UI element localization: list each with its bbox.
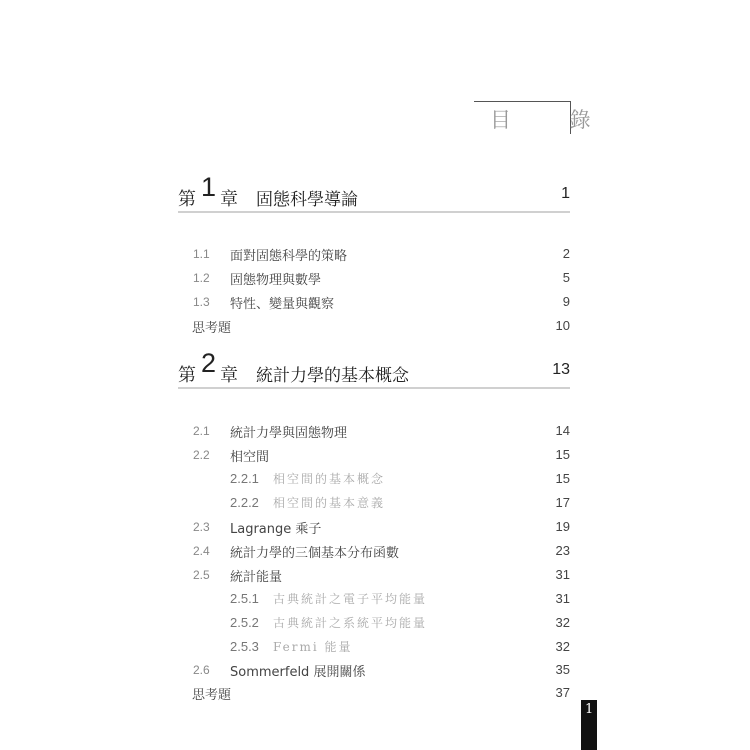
toc-entry[interactable] (0, 518, 570, 538)
toc-entry[interactable] (0, 422, 570, 442)
toc-entry[interactable] (0, 661, 570, 681)
section-number: 2.4 (193, 544, 210, 558)
chapter-suffix: 章 (220, 189, 238, 210)
subsection-title: 相空間的基本概念 (273, 472, 386, 486)
toc-subentry[interactable] (0, 590, 570, 610)
section-number: 2.2 (193, 448, 210, 462)
chapter-number: 2 (201, 348, 217, 378)
section-page: 23 (555, 543, 570, 558)
toc-entry-exercises[interactable] (0, 317, 570, 337)
section-number: 2.1 (193, 424, 210, 438)
toc-entry[interactable] (0, 269, 570, 289)
toc-heading: 目 錄 (490, 108, 617, 132)
section-page: 9 (562, 294, 570, 309)
subsection-page: 32 (555, 639, 570, 654)
section-page: 15 (555, 447, 570, 462)
section-page: 31 (555, 567, 570, 582)
toc-subentry[interactable] (0, 494, 570, 514)
section-page: 35 (555, 662, 570, 677)
subsection-page: 17 (555, 495, 570, 510)
chapter-page: 1 (561, 185, 570, 202)
section-title: Sommerfeld 展開關係 (230, 665, 366, 680)
subsection-title: 相空間的基本意義 (273, 496, 386, 510)
exercises-title: 思考題 (192, 321, 232, 336)
section-number: 2.5 (193, 568, 210, 582)
section-title: 固態物理與數學 (230, 273, 322, 288)
exercises-title: 思考題 (192, 688, 232, 703)
toc-subentry[interactable] (0, 638, 570, 658)
toc-subentry[interactable] (0, 614, 570, 634)
section-page: 5 (562, 270, 570, 285)
toc-entry[interactable] (0, 245, 570, 265)
subsection-number: 2.5.2 (230, 615, 259, 630)
toc-entry[interactable] (0, 566, 570, 586)
chapter-suffix: 章 (220, 365, 238, 386)
toc-entry-exercises[interactable] (0, 684, 570, 704)
subsection-number: 2.2.2 (230, 495, 259, 510)
subsection-number: 2.5.1 (230, 591, 259, 606)
chapter-page: 13 (552, 361, 570, 378)
subsection-number: 2.5.3 (230, 639, 259, 654)
subsection-title: Fermi 能量 (273, 640, 353, 654)
toc-entry[interactable] (0, 542, 570, 562)
subsection-number: 2.2.1 (230, 471, 259, 486)
toc-entry[interactable] (0, 293, 570, 313)
section-page: 14 (555, 423, 570, 438)
section-page: 2 (562, 246, 570, 261)
exercises-page: 37 (555, 685, 570, 700)
section-title: 特性、變量與觀察 (230, 297, 335, 312)
chapter-prefix: 第 (178, 189, 196, 210)
section-title: 統計能量 (230, 570, 283, 585)
toc-subentry[interactable] (0, 470, 570, 490)
chapter-title: 固態科學導論 (256, 190, 358, 210)
subsection-page: 31 (555, 591, 570, 606)
subsection-page: 32 (555, 615, 570, 630)
section-number: 1.1 (193, 247, 210, 261)
page-number: 1 (585, 702, 594, 717)
section-title: 統計力學與固態物理 (230, 426, 348, 441)
toc-entry[interactable] (0, 446, 570, 466)
section-number: 1.3 (193, 295, 210, 309)
section-number: 2.6 (193, 663, 210, 677)
section-title: 面對固態科學的策略 (230, 249, 348, 264)
section-number: 1.2 (193, 271, 210, 285)
section-number: 2.3 (193, 520, 210, 534)
page-number-tab (581, 700, 597, 750)
subsection-page: 15 (555, 471, 570, 486)
chapter-heading[interactable] (178, 172, 570, 213)
chapter-prefix: 第 (178, 365, 196, 386)
subsection-title: 古典統計之系統平均能量 (273, 616, 428, 630)
chapter-number: 1 (201, 172, 217, 202)
subsection-title: 古典統計之電子平均能量 (273, 592, 428, 606)
section-title: Lagrange 乘子 (230, 522, 322, 537)
section-title: 相空間 (230, 450, 270, 465)
section-page: 19 (555, 519, 570, 534)
chapter-title: 統計力學的基本概念 (256, 366, 409, 386)
chapter-heading[interactable] (178, 348, 570, 389)
section-title: 統計力學的三個基本分布函數 (230, 546, 400, 561)
exercises-page: 10 (555, 318, 570, 333)
